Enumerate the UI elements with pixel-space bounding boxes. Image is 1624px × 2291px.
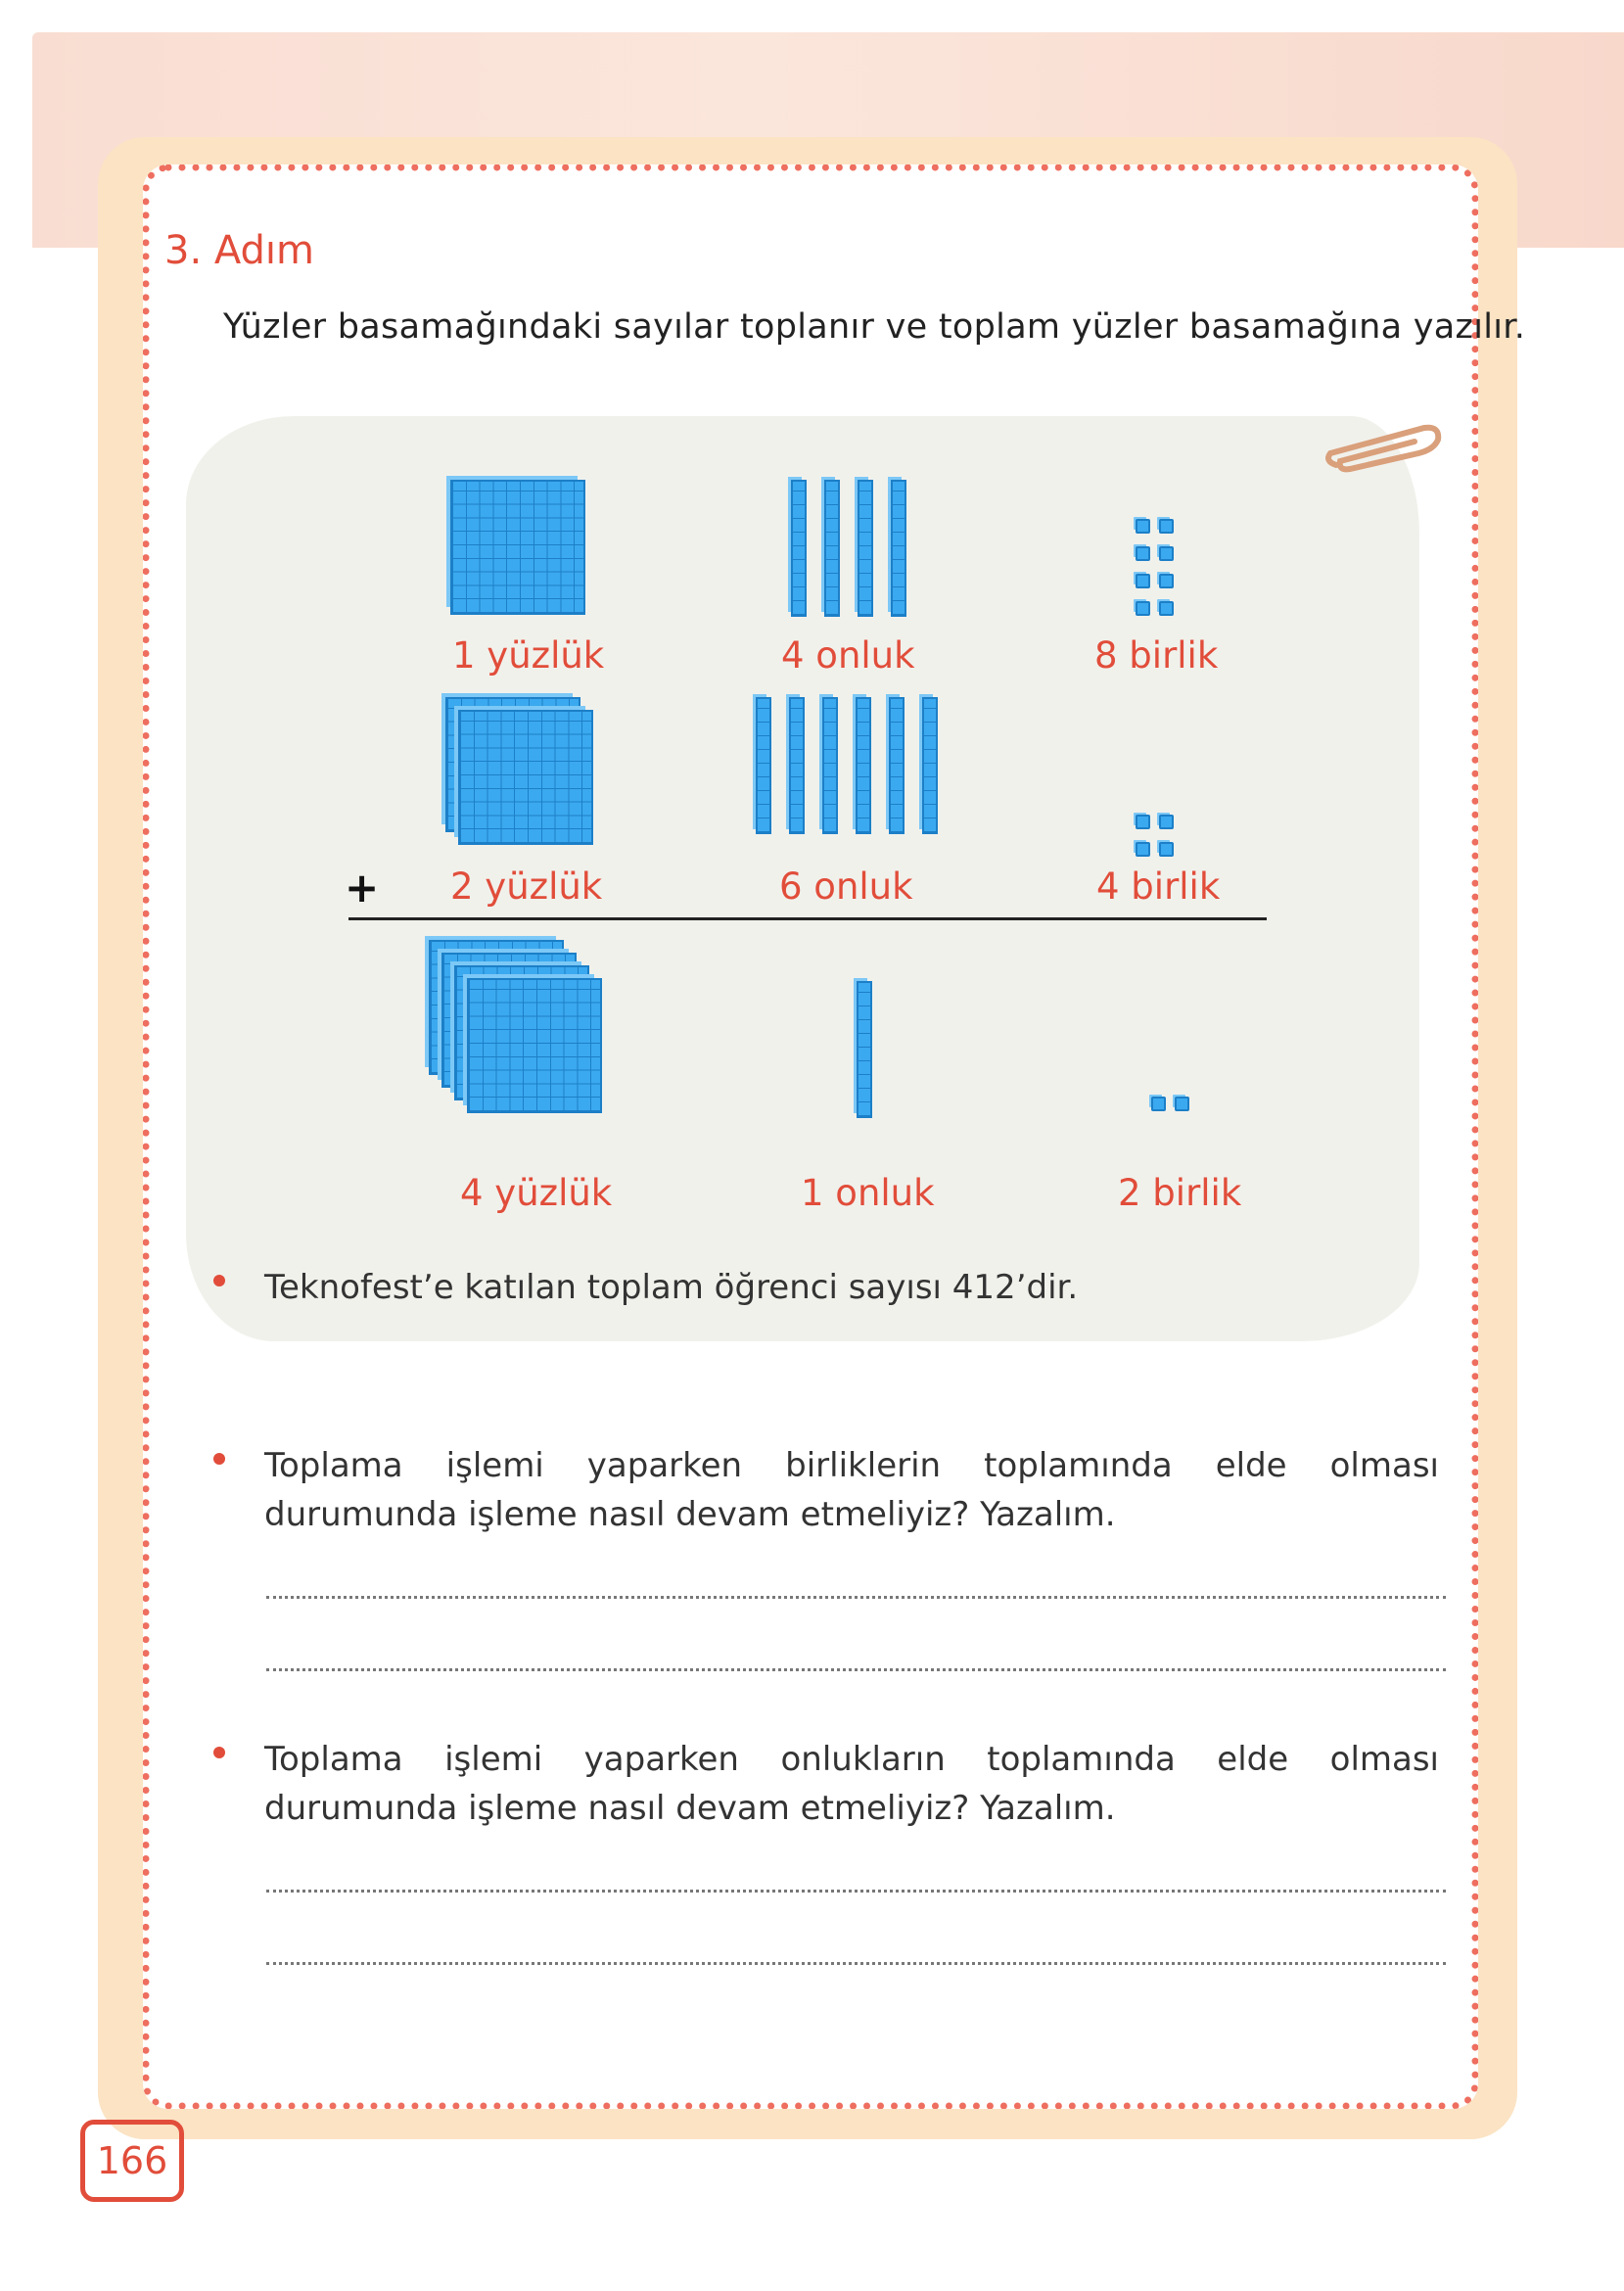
answer-line-1a[interactable] [266, 1596, 1446, 1599]
bullet-dot [213, 1453, 225, 1465]
ten-rod-icon [756, 697, 771, 834]
ten-rod-icon [856, 697, 871, 834]
intro-text: Yüzler basamağındaki sayılar toplanır ve toplam yüzler basamağına yazılır. [223, 307, 1526, 347]
plus-operator: + [345, 864, 380, 912]
ten-rod-icon [889, 697, 905, 834]
unit-cube-icon [1159, 574, 1174, 588]
unit-cube-icon [1175, 1097, 1189, 1111]
ten-rod-icon [891, 480, 906, 617]
ten-rod-icon [922, 697, 938, 834]
paperclip-icon [1317, 416, 1444, 485]
answer-line-1b[interactable] [266, 1668, 1446, 1671]
hundred-flat-icon [467, 978, 602, 1113]
hundred-flat-icon [458, 710, 593, 845]
unit-cube-icon [1136, 815, 1150, 829]
unit-cube-icon [1159, 842, 1174, 857]
unit-cube-icon [1136, 519, 1150, 534]
ten-rod-icon [789, 697, 805, 834]
unit-cube-icon [1159, 601, 1174, 616]
step-title: 3. Adım [164, 228, 315, 273]
unit-cube-icon [1159, 519, 1174, 534]
unit-cube-icon [1136, 574, 1150, 588]
unit-cube-icon [1159, 546, 1174, 561]
ten-rod-icon [822, 697, 838, 834]
unit-cube-icon [1136, 601, 1150, 616]
question-text-2: Toplama işlemi yaparken onlukların toplamında elde olması durumunda işleme nasıl devam etmeliyiz? Yazalım. [264, 1740, 1439, 1828]
unit-cube-icon [1151, 1097, 1166, 1111]
row2-ones-label: 4 birlik [1096, 865, 1221, 908]
ten-rod-icon [858, 480, 873, 617]
unit-cube-icon [1136, 842, 1150, 857]
row2-tens-label: 6 onluk [779, 865, 913, 908]
ten-rod-icon [857, 981, 872, 1118]
row1-ones-label: 8 birlik [1094, 634, 1219, 677]
answer-line-2a[interactable] [266, 1890, 1446, 1893]
hundred-flat-icon [450, 480, 585, 615]
row1-tens-label: 4 onluk [781, 634, 915, 677]
row2-hundreds-label: 2 yüzlük [450, 865, 603, 908]
row1-hundreds-label: 1 yüzlük [452, 634, 605, 677]
bullet-dot [213, 1747, 225, 1758]
ten-rod-icon [791, 480, 807, 617]
answer-line-2b[interactable] [266, 1962, 1446, 1965]
unit-cube-icon [1159, 815, 1174, 829]
sum-line [348, 917, 1267, 920]
row3-tens-label: 1 onluk [801, 1172, 935, 1214]
row3-ones-label: 2 birlik [1118, 1172, 1242, 1214]
page-number: 166 [80, 2120, 184, 2202]
row3-hundreds-label: 4 yüzlük [460, 1172, 613, 1214]
result-text: Teknofest’e katılan toplam öğrenci sayısı 412’dir. [264, 1268, 1079, 1307]
question-text-1: Toplama işlemi yaparken birliklerin toplamında elde olması durumunda işleme nasıl devam etmeliyiz? Yazalım. [264, 1446, 1439, 1534]
unit-cube-icon [1136, 546, 1150, 561]
bullet-dot [213, 1275, 225, 1286]
ten-rod-icon [824, 480, 840, 617]
